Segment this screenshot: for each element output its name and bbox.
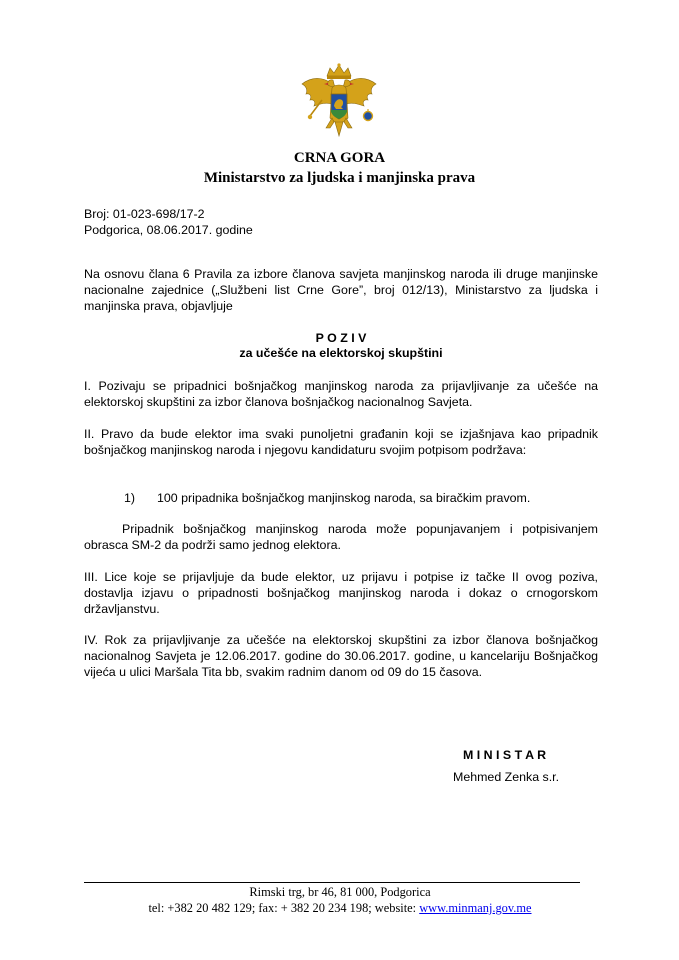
section-3: III. Lice koje se prijavljuje da bude elektor, uz prijavu i potpise iz tačke II ovog poziva, dostavlja izjavu o pripadnosti bošnjačkog manjinskog naroda i dokaz o crnogorskom državljanstvu.	[84, 570, 598, 616]
coat-of-arms-icon	[296, 62, 382, 148]
section-4: IV. Rok za prijavljivanje za učešće na elektorskoj skupštini za izbor članova bošnjačkog nacionalnog Savjeta je 12.06.2017. godine do 30.06.2017. godine, u kancelariju Bošnjačkog vijeća u ulici Maršala Tita bb, svakim radnim danom od 09 do 15 časova.	[84, 633, 598, 679]
document-subtitle: za učešće na elektorskoj skupštini	[239, 346, 443, 360]
footer-address: Rimski trg, br 46, 81 000, Podgorica	[249, 885, 431, 899]
signature-name: Mehmed Zenka s.r.	[453, 770, 560, 784]
document-title: P O Z I V	[315, 331, 367, 345]
place-and-date: Podgorica, 08.06.2017. godine	[84, 223, 253, 237]
footer-contact-text: tel: +382 20 482 129; fax: + 382 20 234 198; website:	[148, 901, 420, 915]
section-2: II. Pravo da bude elektor ima svaki punoljetni građanin koji se izjašnjava kao pripadnik bošnjačkog manjinskog naroda i njegovu kandidaturu svojim potpisom podržava:	[84, 427, 598, 457]
signature-title: M I N I S T A R	[463, 748, 547, 762]
website-link[interactable]: www.minmanj.gov.me	[419, 901, 532, 915]
footer-contact	[40, 901, 640, 916]
country-heading: CRNA GORA	[293, 150, 386, 166]
list-item: 100 pripadnika bošnjačkog manjinskog naroda, sa biračkim pravom.	[157, 491, 531, 505]
footer-divider	[84, 882, 580, 883]
list-item-number: 1)	[124, 491, 136, 505]
intro-paragraph: Na osnovu člana 6 Pravila za izbore članova savjeta manjinskog naroda ili druge manjinske nacionalne zajednice („Službeni list Crne Gore”, broj 012/13), Ministarstvo za ljudska i manjinska prava, objavljuje	[84, 267, 598, 313]
document-number: Broj: 01-023-698/17-2	[84, 207, 205, 221]
section-2-note: Pripadnik bošnjačkog manjinskog naroda može popunjavanjem i potpisivanjem obrasca SM-2 da podrži samo jednog elektora.	[84, 522, 598, 552]
ministry-heading: Ministarstvo za ljudska i manjinska prava	[203, 170, 476, 186]
section-1: I. Pozivaju se pripadnici bošnjačkog manjinskog naroda za prijavljivanje za učešće na elektorskoj skupštini za izbor članova bošnjačkog nacionalnog Savjeta.	[84, 379, 598, 409]
